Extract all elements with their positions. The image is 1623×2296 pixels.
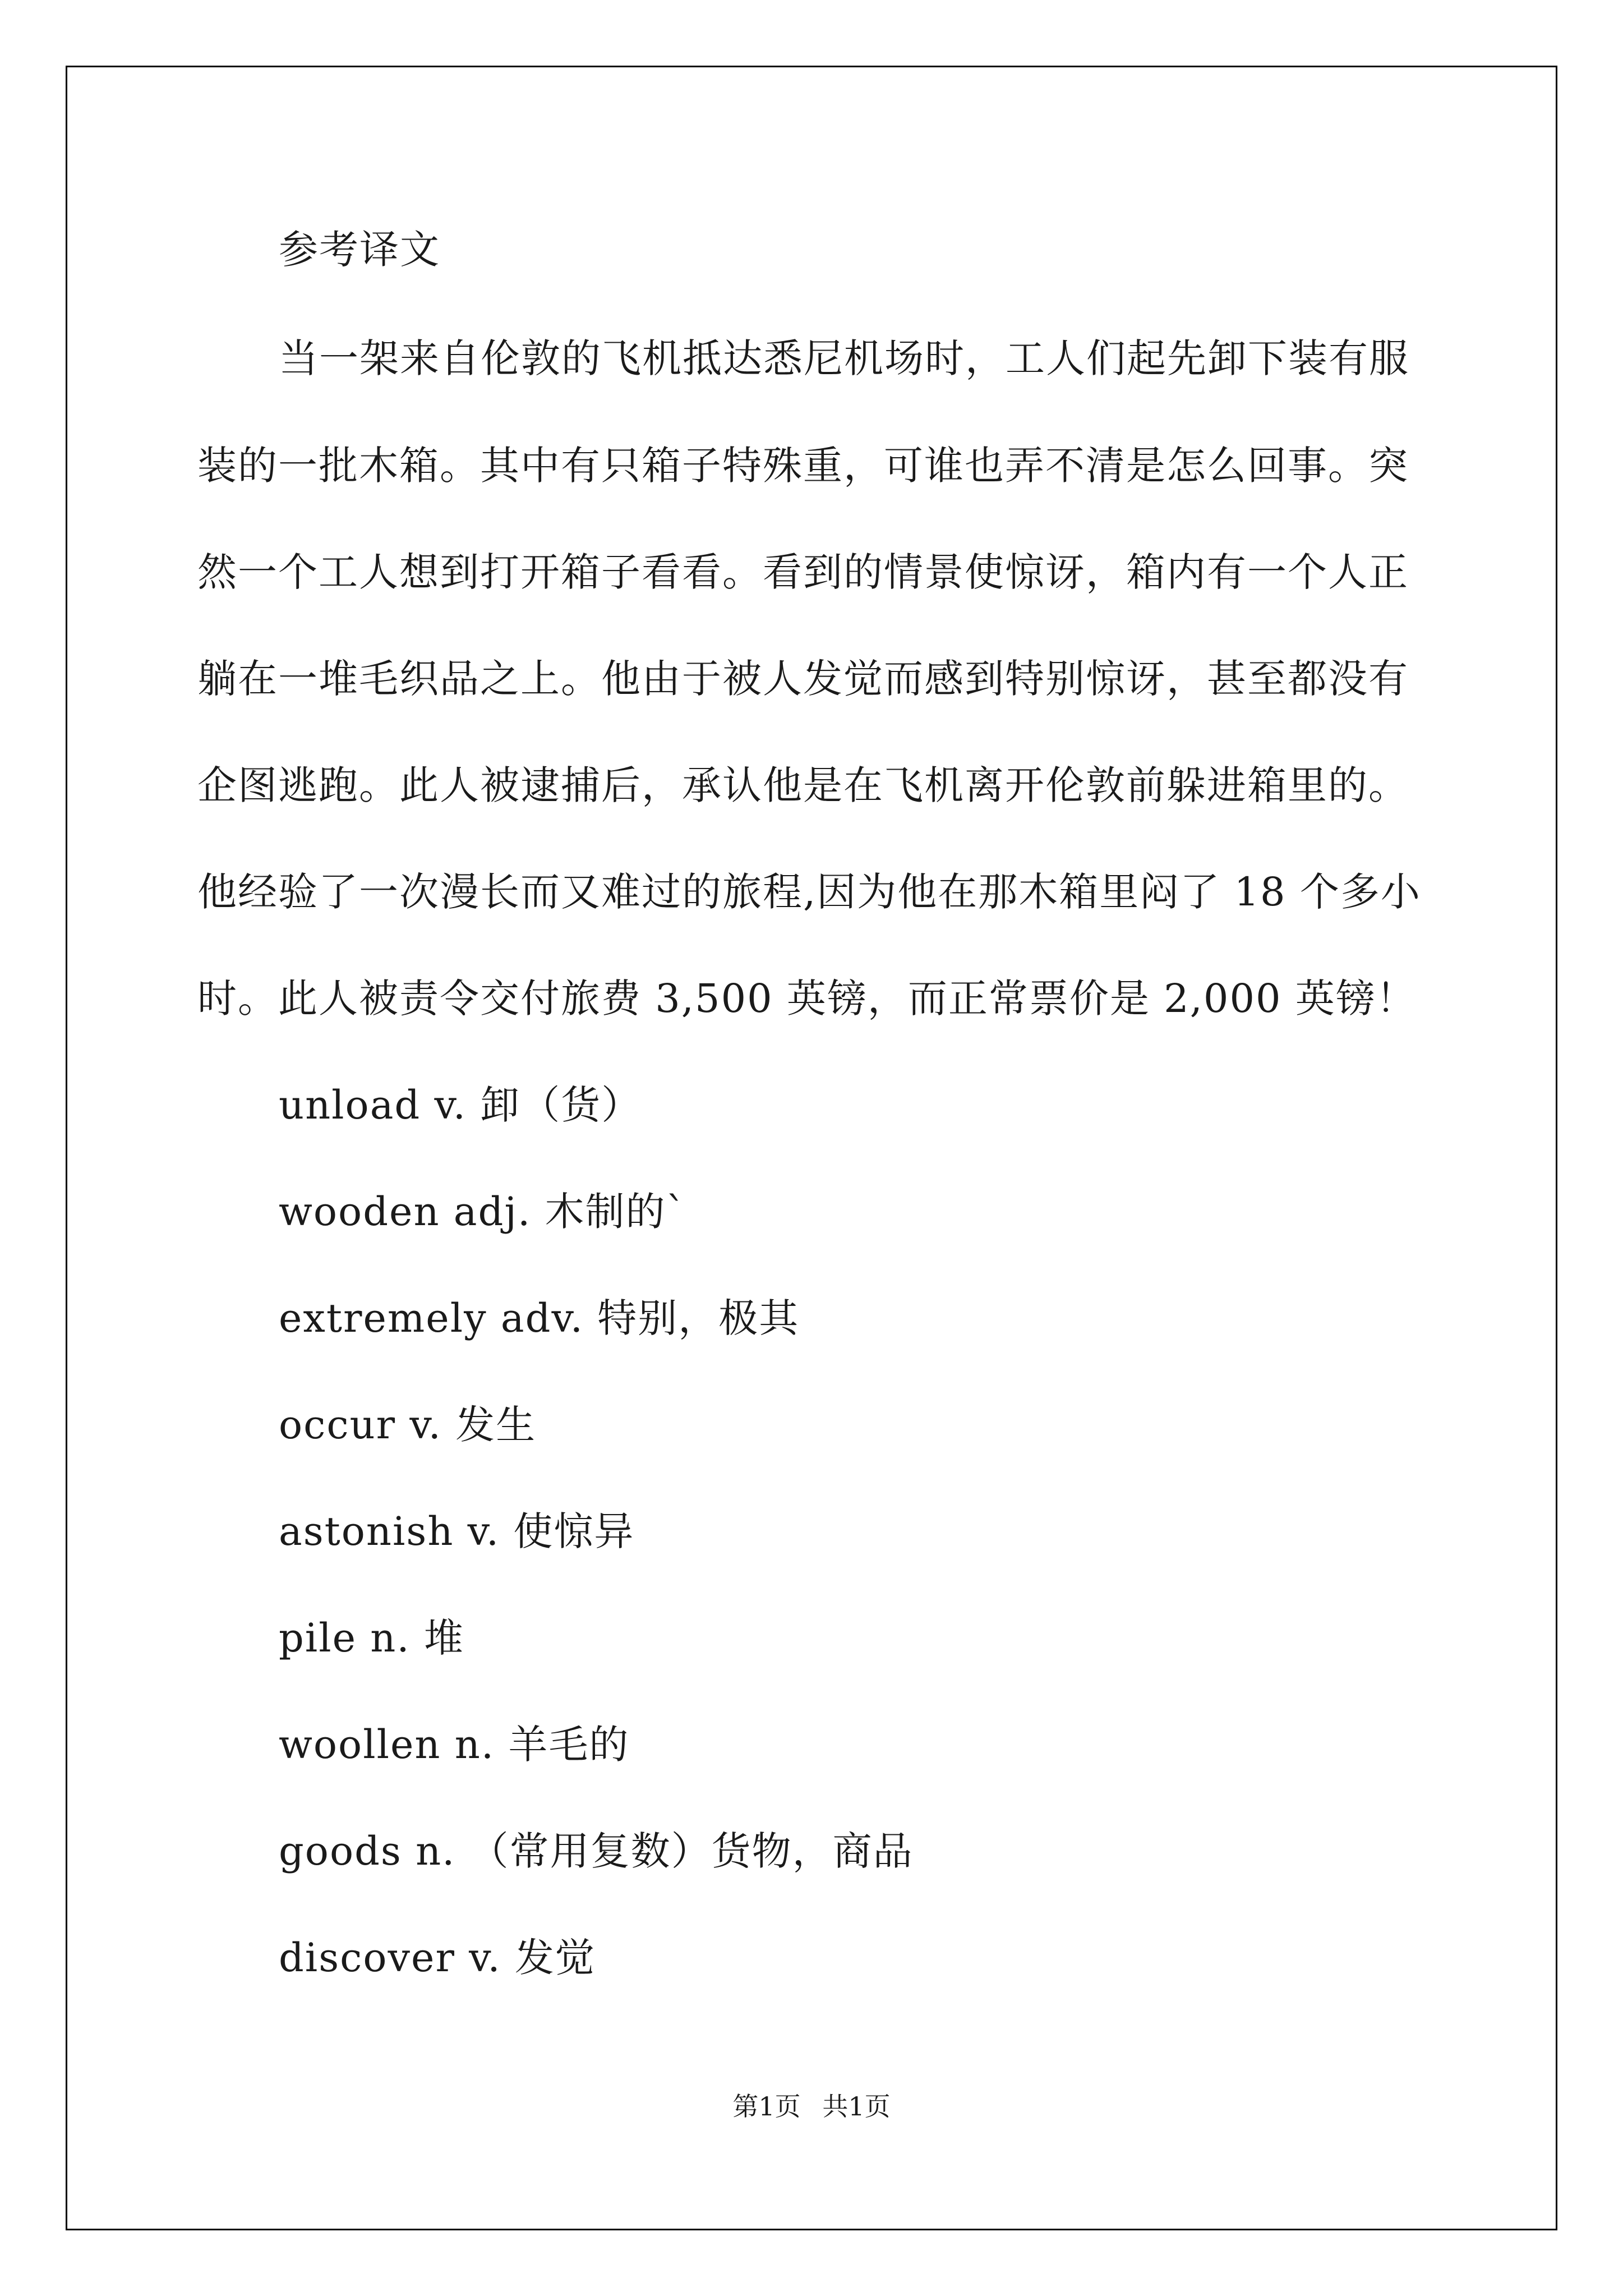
paragraph-line: 他经验了一次漫长而又难过的旅程,因为他在那木箱里闷了 18 个多小	[197, 869, 1421, 915]
page-number: 第1页	[732, 2091, 801, 2122]
vocab-item: wooden adj. 木制的`	[279, 1189, 687, 1235]
vocab-item: pile n. 堆	[279, 1615, 464, 1661]
page-total: 共1页	[822, 2091, 891, 2122]
paragraph-line: 躺在一堆毛织品之上。他由于被人发觉而感到特别惊讶，甚至都没有	[197, 656, 1409, 702]
vocab-item: occur v. 发生	[279, 1402, 537, 1448]
paragraph-line: 企图逃跑。此人被逮捕后，承认他是在飞机离开伦敦前躲进箱里的。	[197, 762, 1409, 808]
paragraph-line: 装的一批木箱。其中有只箱子特殊重，可谁也弄不清是怎么回事。突	[197, 443, 1409, 489]
vocab-item: astonish v. 使惊异	[279, 1508, 635, 1554]
vocab-item: extremely adv. 特别，极其	[279, 1295, 800, 1341]
page-border	[66, 66, 1557, 2230]
page-footer	[0, 2090, 1623, 2123]
paragraph-line: 时。此人被责令交付旅费 3,500 英镑，而正常票价是 2,000 英镑！	[197, 976, 1417, 1022]
document-heading: 参考译文	[279, 227, 440, 273]
vocab-item: goods n. （常用复数）货物，商品	[279, 1828, 914, 1874]
vocab-item: woollen n. 羊毛的	[279, 1722, 630, 1768]
paragraph-line: 当一架来自伦敦的飞机抵达悉尼机场时，工人们起先卸下装有服	[279, 335, 1409, 381]
vocab-item: discover v. 发觉	[279, 1935, 596, 1981]
vocab-item: unload v. 卸（货）	[279, 1082, 642, 1128]
paragraph-line: 然一个工人想到打开箱子看看。看到的情景使惊讶，箱内有一个人正	[197, 549, 1409, 595]
